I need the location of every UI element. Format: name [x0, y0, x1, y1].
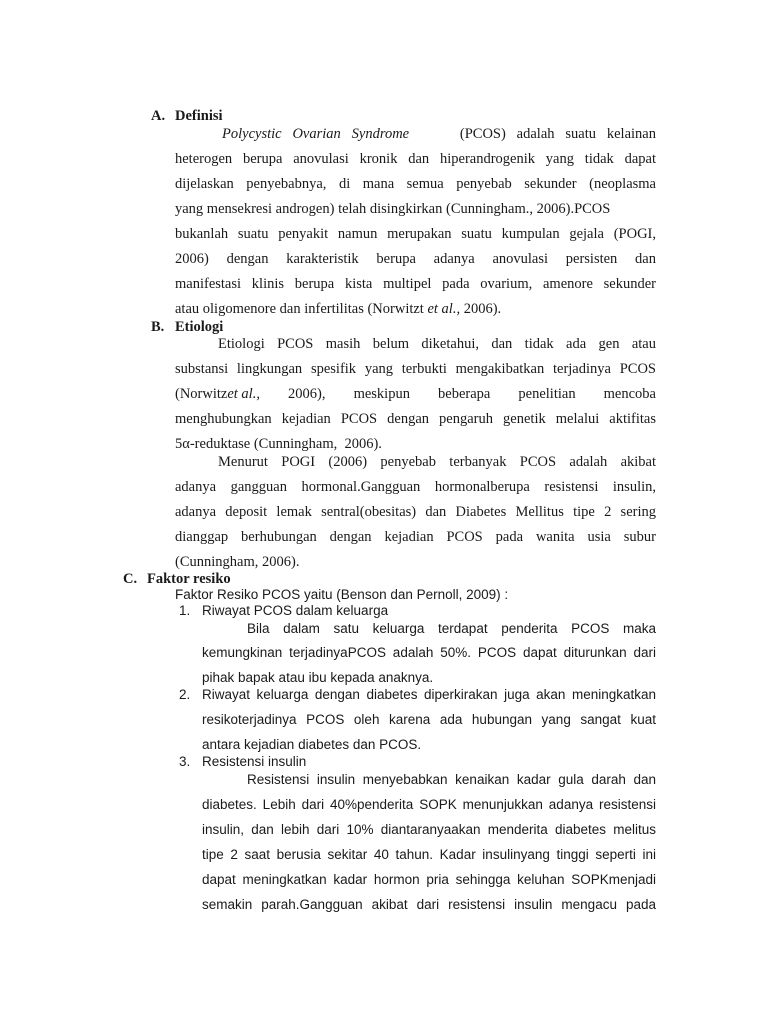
section-b-p1-line-3-part-6: mencoba [603, 386, 656, 402]
section-a-line-7: manifestasi klinis berupa kista multipel pada ovarium, amenore sekunder [175, 276, 656, 292]
section-a-line-6: 2006) dengan karakteristik berupa adanya anovulasi persisten dan [175, 251, 656, 267]
section-a-line-3: dijelaskan penyebabnya, di mana semua penyebab sekunder (neoplasma [175, 176, 656, 192]
item-1-line-2: kemungkinan terjadinyaPCOS adalah 50%. PCOS dapat diturunkan dari [202, 645, 656, 660]
section-a-line-4-part-2: ., 2006).PCOS [525, 201, 611, 217]
item-3-line-4: tipe 2 saat berusia sekitar 40 tahun. Kadar insulinyang tinggi seperti ini [202, 847, 656, 862]
item-3-line-5: dapat meningkatkan kadar hormon pria sehingga keluhan SOPKmenjadi [202, 872, 656, 887]
section-b-p2-line-5: (Cunningham, 2006). [175, 554, 300, 570]
item-2-line-2: resikoterjadinya PCOS oleh karena ada hubungan yang sangat kuat [202, 712, 656, 727]
section-b-p1-line-3-part-1 [175, 385, 260, 403]
section-b-p1-line-3 [175, 385, 656, 403]
section-b-p1-line-5: 5α-reduktase (Cunningham, 2006). [175, 436, 382, 452]
norwitz-text: (Norwitz [175, 386, 228, 402]
item-2-line-3: antara kejadian diabetes dan PCOS. [202, 737, 422, 752]
section-c-intro: Faktor Resiko PCOS yaitu (Benson dan Pernoll, 2009) : [175, 587, 509, 602]
item-1-number: 1. [179, 603, 191, 618]
section-a-heading: Definisi [175, 108, 223, 124]
item-3-line-6: semakin parah.Gangguan akibat dari resistensi insulin mengacu pada [202, 897, 656, 912]
item-1-line-1: Bila dalam satu keluarga terdapat penderita PCOS maka [247, 621, 656, 636]
section-b-p1-line-1: Etiologi PCOS masih belum diketahui, dan tidak ada gen atau [218, 336, 656, 352]
section-b-p2-line-3: adanya deposit lemak sentral(obesitas) dan Diabetes Mellitus tipe 2 sering [175, 504, 656, 520]
section-b-heading: Etiologi [175, 319, 224, 335]
item-3-title: Resistensi insulin [202, 754, 307, 769]
section-c-heading: Faktor resiko [147, 571, 231, 587]
section-b-marker: B. [151, 319, 165, 335]
item-3-line-1: Resistensi insulin menyebabkan kenaikan kadar gula darah dan [247, 772, 656, 787]
item-2-number: 2. [179, 687, 191, 702]
section-a-line-2: heterogen berupa anovulasi kronik dan hiperandrogenik yang tidak dapat [175, 151, 656, 167]
section-b-p1-line-3-part-5: penelitian [518, 386, 576, 402]
section-a-line-8 [175, 300, 501, 318]
section-c-marker: C. [123, 571, 138, 587]
item-1-line-3: pihak bapak atau ibu kepada anaknya. [202, 670, 434, 685]
section-a-line-8-part-3: 2006). [460, 301, 502, 317]
section-a-line-5: bukanlah suatu penyakit namun merupakan suatu kumpulan gejala (POGI, [175, 226, 656, 242]
et-al: et al., [427, 301, 461, 317]
section-a-marker: A. [151, 108, 166, 124]
item-2-line-1: Riwayat keluarga dengan diabetes diperkirakan juga akan meningkatkan [202, 687, 656, 702]
section-a-line-8-part-1: atau oligomenore dan infertilitas (Norwitzt [175, 301, 428, 317]
section-a-line-4 [175, 200, 656, 218]
section-b-p1-line-3-part-3: meskipun [353, 386, 410, 402]
section-b-p1-line-3-part-2: 2006), [288, 386, 326, 402]
section-b-p1-line-3-part-4: beberapa [438, 386, 491, 402]
section-a-line-4-part-1: yang mensekresi androgen) telah disingkirkan (Cunningham [175, 201, 526, 217]
item-3-number: 3. [179, 754, 191, 769]
item-3-line-2: diabetes. Lebih dari 40%penderita SOPK menunjukkan adanya resistensi [202, 797, 656, 812]
pcos-term: Polycystic Ovarian Syndrome [222, 126, 410, 142]
section-b-p1-line-2: substansi lingkungan spesifik yang terbukti mengakibatkan terjadinya PCOS [175, 361, 656, 377]
section-b-p2-line-1: Menurut POGI (2006) penyebab terbanyak PCOS adalah akibat [218, 454, 656, 470]
section-b-p1-line-4: menghubungkan kejadian PCOS dengan pengaruh genetik melalui aktifitas [175, 411, 656, 427]
section-b-p2-line-4: dianggap berhubungan dengan kejadian PCOS pada wanita usia subur [175, 529, 656, 545]
section-a-line-1-rest: (PCOS) adalah suatu kelainan [456, 126, 656, 142]
et-al: et al., [227, 386, 260, 402]
section-b-p2-line-2: adanya gangguan hormonal.Gangguan hormonalberupa resistensi insulin, [175, 479, 656, 495]
section-a-line-1 [222, 125, 656, 143]
item-1-title: Riwayat PCOS dalam keluarga [202, 603, 389, 618]
item-3-line-3: insulin, dan lebih dari 10% diantaranyaakan menderita diabetes melitus [202, 822, 656, 837]
